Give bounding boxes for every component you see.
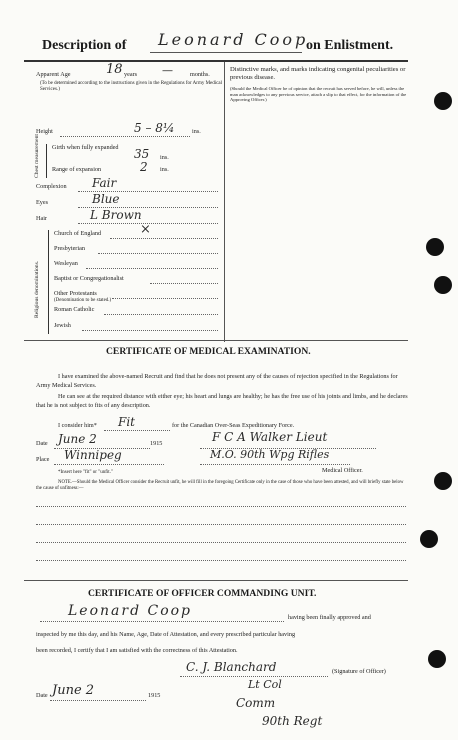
medical-title: CERTIFICATE OF MEDICAL EXAMINATION.	[106, 346, 311, 357]
distinctive-note: (Should the Medical Officer be of opinion that the recruit has served before, he will, unless the man acknowledges to any previous service, attach a slip to that effect, for the information of the Approving Officer.)	[230, 86, 407, 102]
consider-prefix: I consider him*	[58, 422, 97, 429]
height-unit: ins.	[192, 128, 201, 135]
religion-line	[82, 330, 218, 331]
consider-suffix: for the Canadian Over-Seas Expeditionary Force.	[172, 422, 295, 429]
religion-item: Roman Catholic	[54, 306, 95, 313]
medical-p1: I have examined the above-named Recruit and find that he does not present any of the causes of rejection specified in the Regulations for Army Medical Services.	[36, 373, 398, 389]
medical-officer-sig: M.O. 90th Wpg Rifles	[210, 448, 330, 461]
punch-hole-4	[434, 472, 452, 490]
cause-line	[36, 560, 406, 561]
officer-sig-label: (Signature of Officer)	[332, 668, 386, 675]
religion-line	[104, 314, 218, 315]
religion-item: Baptist or Congregationalist	[54, 275, 124, 282]
age-years-value: 18	[106, 62, 123, 77]
hair-value: L Brown	[90, 208, 142, 222]
cause-line	[36, 506, 406, 507]
religion-line	[150, 283, 218, 284]
medical-officer-label: Medical Officer.	[322, 467, 363, 474]
medical-footnote: *Insert here "fit" or "unfit."	[58, 470, 113, 475]
consider-line	[104, 430, 170, 431]
eyes-value: Blue	[92, 192, 120, 206]
medical-note: NOTE.—Should the Medical Officer consider the Recruit unfit, he will fill in the foregoing Certificate only in the case of those who have been attested, and will briefly state below the cause of unfitness:—	[36, 480, 404, 491]
header-rule	[24, 60, 408, 62]
hair-label: Hair	[36, 215, 47, 222]
medical-date-label: Date	[36, 440, 48, 447]
punch-hole-6	[428, 650, 446, 668]
section-rule-2	[24, 580, 408, 581]
punch-hole-1	[434, 92, 452, 110]
officer-date-value: June 2	[52, 683, 95, 698]
religion-line	[110, 238, 218, 239]
chest-range-unit: ins.	[160, 166, 169, 173]
medical-date-value: June 2	[58, 432, 97, 446]
punch-hole-5	[420, 530, 438, 548]
eyes-label: Eyes	[36, 199, 49, 206]
officer-title: CERTIFICATE OF OFFICER COMMANDING UNIT.	[88, 588, 317, 599]
officer-p1b: inspected by me this day, and his Name, Age, Date of Attestation, and every prescribed particular having	[36, 631, 296, 638]
medical-place-line	[54, 464, 164, 465]
age-years-label: years	[124, 71, 138, 78]
officer-recruit-name: Leonard Coop	[68, 603, 193, 619]
religion-item: Church of England	[54, 230, 102, 237]
religion-line	[98, 253, 218, 254]
age-label: Apparent Age	[36, 71, 71, 78]
medical-place-label: Place	[36, 456, 50, 463]
religion-item: Presbyterian	[54, 245, 85, 252]
officer-date-label: Date	[36, 692, 48, 699]
religion-item: Other Protestants	[54, 290, 97, 297]
column-divider	[224, 62, 225, 342]
height-label: Height	[36, 128, 53, 135]
section-rule-1	[24, 340, 408, 341]
header-prefix: Description of	[42, 38, 127, 53]
distinctive-title: Distinctive marks, and marks indicating congenital peculiarities or previous disease.	[230, 66, 406, 81]
officer-year: 1915	[148, 692, 161, 699]
age-months-value: —	[162, 64, 173, 77]
header-name: Leonard Coop	[158, 30, 309, 49]
chest-side-label: Chest measurement	[34, 134, 40, 178]
religion-mark: ×	[140, 222, 151, 237]
age-months-label: months.	[190, 71, 210, 78]
punch-hole-2	[426, 238, 444, 256]
header-name-line	[150, 52, 302, 53]
header-suffix: on Enlistment.	[306, 38, 394, 53]
cause-line	[36, 524, 406, 525]
religion-item: Wesleyan	[54, 260, 78, 267]
officer-date-line	[50, 700, 146, 701]
officer-signature: C. J. Blanchard	[186, 660, 277, 674]
officer-p1a: having been finally approved and	[288, 614, 371, 621]
chest-girth-label: Girth when fully expanded	[52, 144, 119, 151]
officer-rank-3: 90th Regt	[262, 714, 323, 728]
medical-year: 1915	[150, 440, 163, 447]
religion-item: (Denomination to be stated.)	[54, 298, 112, 303]
medical-officer-line	[200, 464, 350, 465]
officer-rank-1: Lt Col	[248, 678, 282, 691]
officer-name-line	[40, 621, 284, 622]
chest-brace	[46, 144, 47, 178]
complexion-label: Complexion	[36, 183, 67, 190]
religion-item: Jewish	[54, 322, 71, 329]
religion-brace	[48, 230, 49, 334]
medical-place-value: Winnipeg	[64, 448, 122, 462]
complexion-value: Fair	[92, 176, 117, 190]
cause-line	[36, 542, 406, 543]
chest-girth-unit: ins.	[160, 154, 169, 161]
medical-p2: He can see at the required distance with either eye; his heart and lungs are healthy; he has the free use of his joints and limbs, and he declares that he is not subject to fits of any description.	[36, 393, 408, 409]
officer-rank-2: Comm	[236, 696, 276, 710]
medical-signature: F C A Walker Lieut	[212, 430, 328, 444]
chest-girth-value: 35	[134, 147, 150, 161]
height-line	[60, 136, 190, 137]
consider-value: Fit	[118, 415, 135, 429]
officer-p1c: been recorded, I certify that I am satisfied with the correctness of this Attestation.	[36, 647, 238, 654]
chest-range-value: 2	[140, 160, 148, 174]
punch-hole-3	[434, 276, 452, 294]
officer-sig-line	[180, 676, 328, 677]
chest-range-label: Range of expansion	[52, 166, 102, 173]
religion-line	[112, 298, 218, 299]
religion-line	[86, 268, 218, 269]
height-value: 5 – 8¼	[134, 121, 175, 135]
age-note: (To be determined according to the instructions given in the Regulations for Army Medical Services.)	[40, 81, 222, 92]
religion-side-label: Religious denominations.	[34, 260, 40, 318]
